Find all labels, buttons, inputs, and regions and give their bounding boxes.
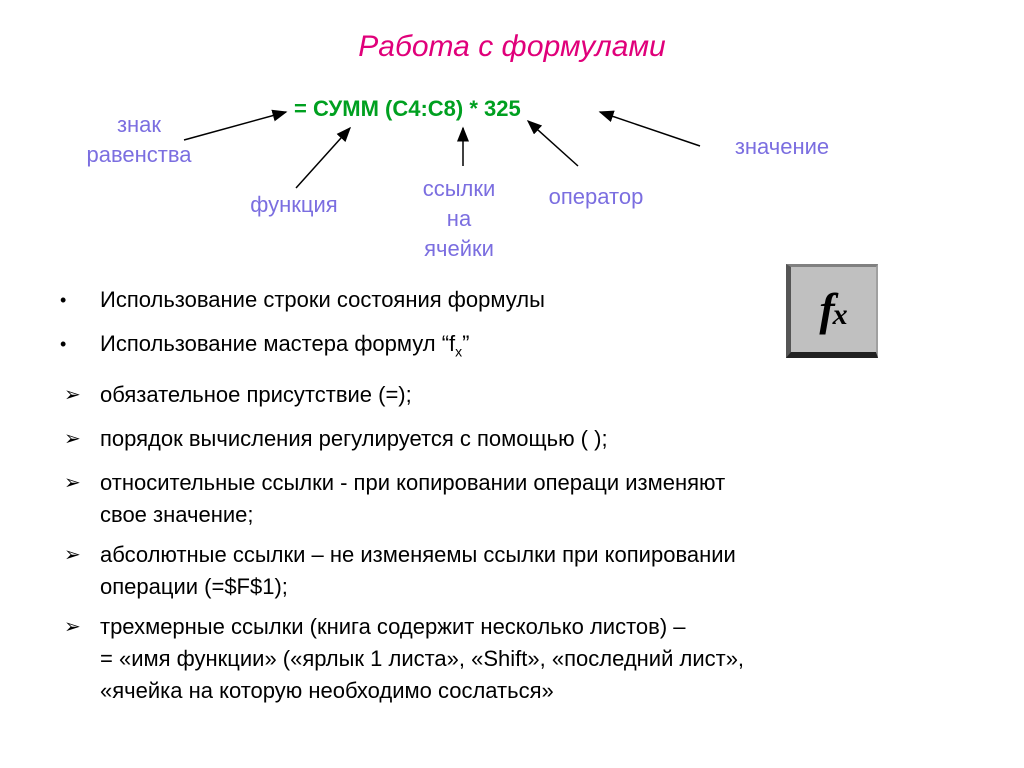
bullet-marker: • [60,290,67,310]
label-equals-sign: знак равенства [86,112,192,167]
arrow-marker: ➢ [64,544,81,567]
list-item: ➢ обязательное присутствие (=); [58,379,958,411]
arrow-value [600,112,700,146]
label-operator: оператор [548,184,644,209]
arrow-marker: ➢ [64,616,81,639]
arrow-operator [528,121,578,166]
list-item: ➢ трехмерные ссылки (книга содержит несколько листов) – = «имя функции» («ярлык 1 листа», «Shift», «последний лист», «ячейка на которую необходимо сослаться» [58,611,958,707]
list-item: ➢ абсолютные ссылки – не изменяемы ссылки при копировании операции (=$F$1); [58,539,958,603]
label-cell-references: ссылки на ячейки [422,176,496,261]
arrow-marker: ➢ [64,384,81,407]
list-item: ➢ порядок вычисления регулируется с помощью ( ); [58,423,958,455]
label-value: значение [734,134,830,159]
slide-title: Работа с формулами [358,30,666,63]
list-item: • Использование мастера формул “$f_x$” [58,328,958,367]
arrow-marker: ➢ [64,428,81,451]
fx-function-wizard-icon[interactable]: f x [786,264,878,358]
arrow-function [296,128,350,188]
bullet-marker: • [60,334,67,354]
label-function: функция [250,192,338,217]
list-item: • Использование строки состояния формулы [58,284,958,316]
arrow-marker: ➢ [64,472,81,495]
content-bullet-list [58,284,958,719]
list-item: ➢ относительные ссылки - при копировании операци изменяют свое значение; [58,467,958,531]
formula-example: = СУММ (C4:C8) * 325 [294,96,521,121]
